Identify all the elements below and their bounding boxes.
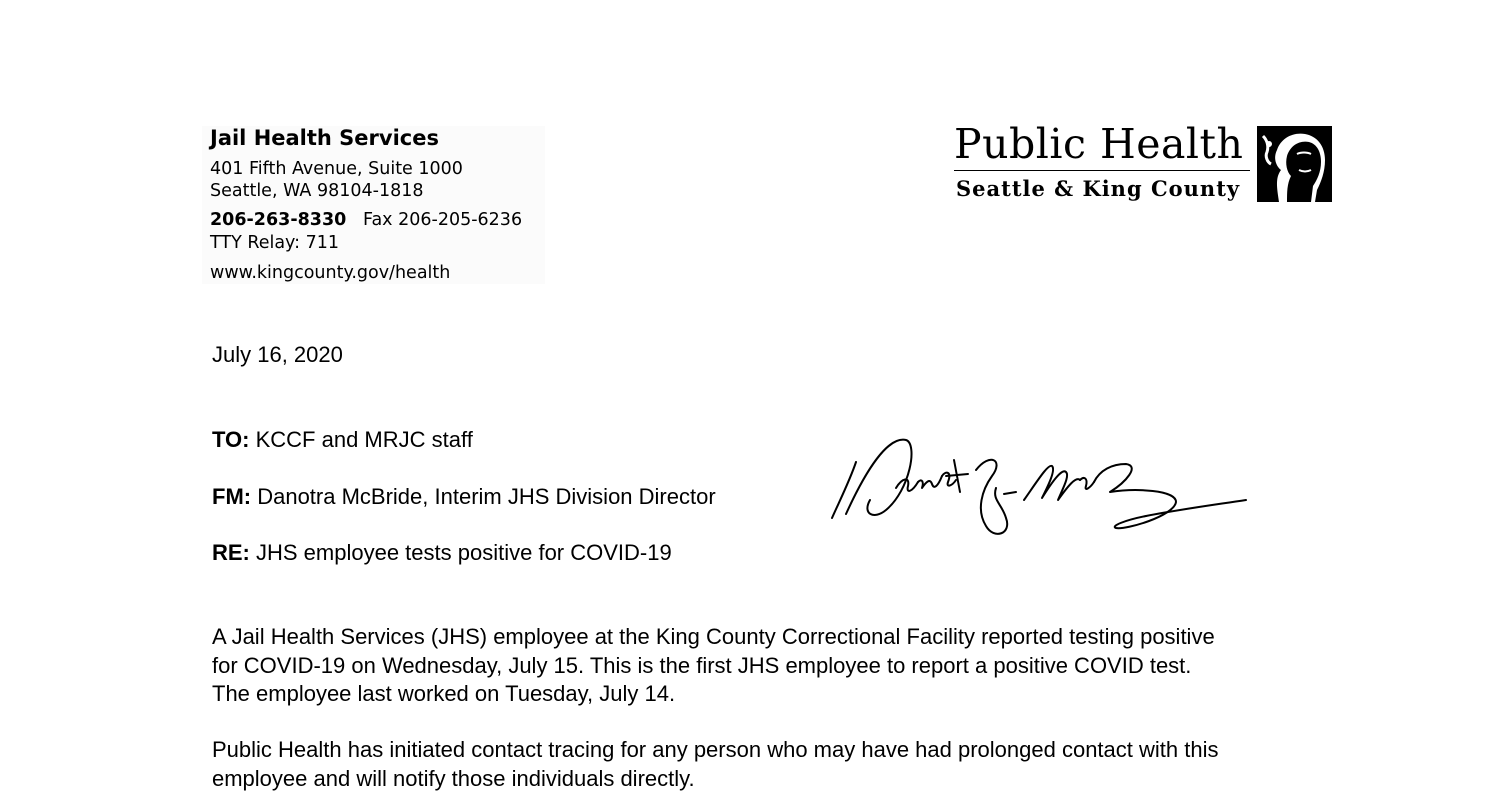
from-label: FM: [212,484,251,509]
phone-fax-line [210,210,522,230]
tty-relay: TTY Relay: 711 [210,233,339,253]
subject-value: JHS employee tests positive for COVID-19 [250,540,672,565]
subject-label: RE: [212,540,250,565]
letterhead-block [202,126,545,284]
memo-to-line [212,426,473,454]
logo-sub-text: Seattle & King County [956,176,1240,201]
address-line-1: 401 Fifth Avenue, Suite 1000 [210,159,463,179]
public-health-logo [950,122,1335,208]
fax-number: Fax 206-205-6236 [363,210,522,230]
paragraph-line: A Jail Health Services (JHS) employee at the King County Correctional Facility reported testing positive [212,623,1215,652]
paragraph-line: Public Health has initiated contact tracing for any person who may have had prolonged contact with this [212,736,1218,765]
from-value: Danotra McBride, Interim JHS Division Director [251,484,716,509]
to-label: TO: [212,427,249,452]
body-paragraph-2 [212,736,1218,793]
address-line-2: Seattle, WA 98104-1818 [210,181,423,201]
website-link: www.kingcounty.gov/health [210,263,450,283]
handwritten-signature-icon [826,430,1250,552]
phone-number: 206-263-8330 [210,210,346,230]
paragraph-line: for COVID-19 on Wednesday, July 15. This is the first JHS employee to report a positive COVID test. [212,652,1215,681]
memo-subject-line [212,539,672,567]
paragraph-line: The employee last worked on Tuesday, July 14. [212,680,1215,709]
letterhead-title: Jail Health Services [210,126,439,150]
portrait-silhouette-icon [1257,126,1332,202]
memo-date: July 16, 2020 [212,341,343,369]
paragraph-line: employee and will notify those individuals directly. [212,765,1218,793]
memo-from-line [212,483,716,511]
logo-divider [954,170,1250,171]
to-value: KCCF and MRJC staff [249,427,472,452]
logo-main-text: Public Health [954,120,1243,168]
body-paragraph-1 [212,623,1215,709]
